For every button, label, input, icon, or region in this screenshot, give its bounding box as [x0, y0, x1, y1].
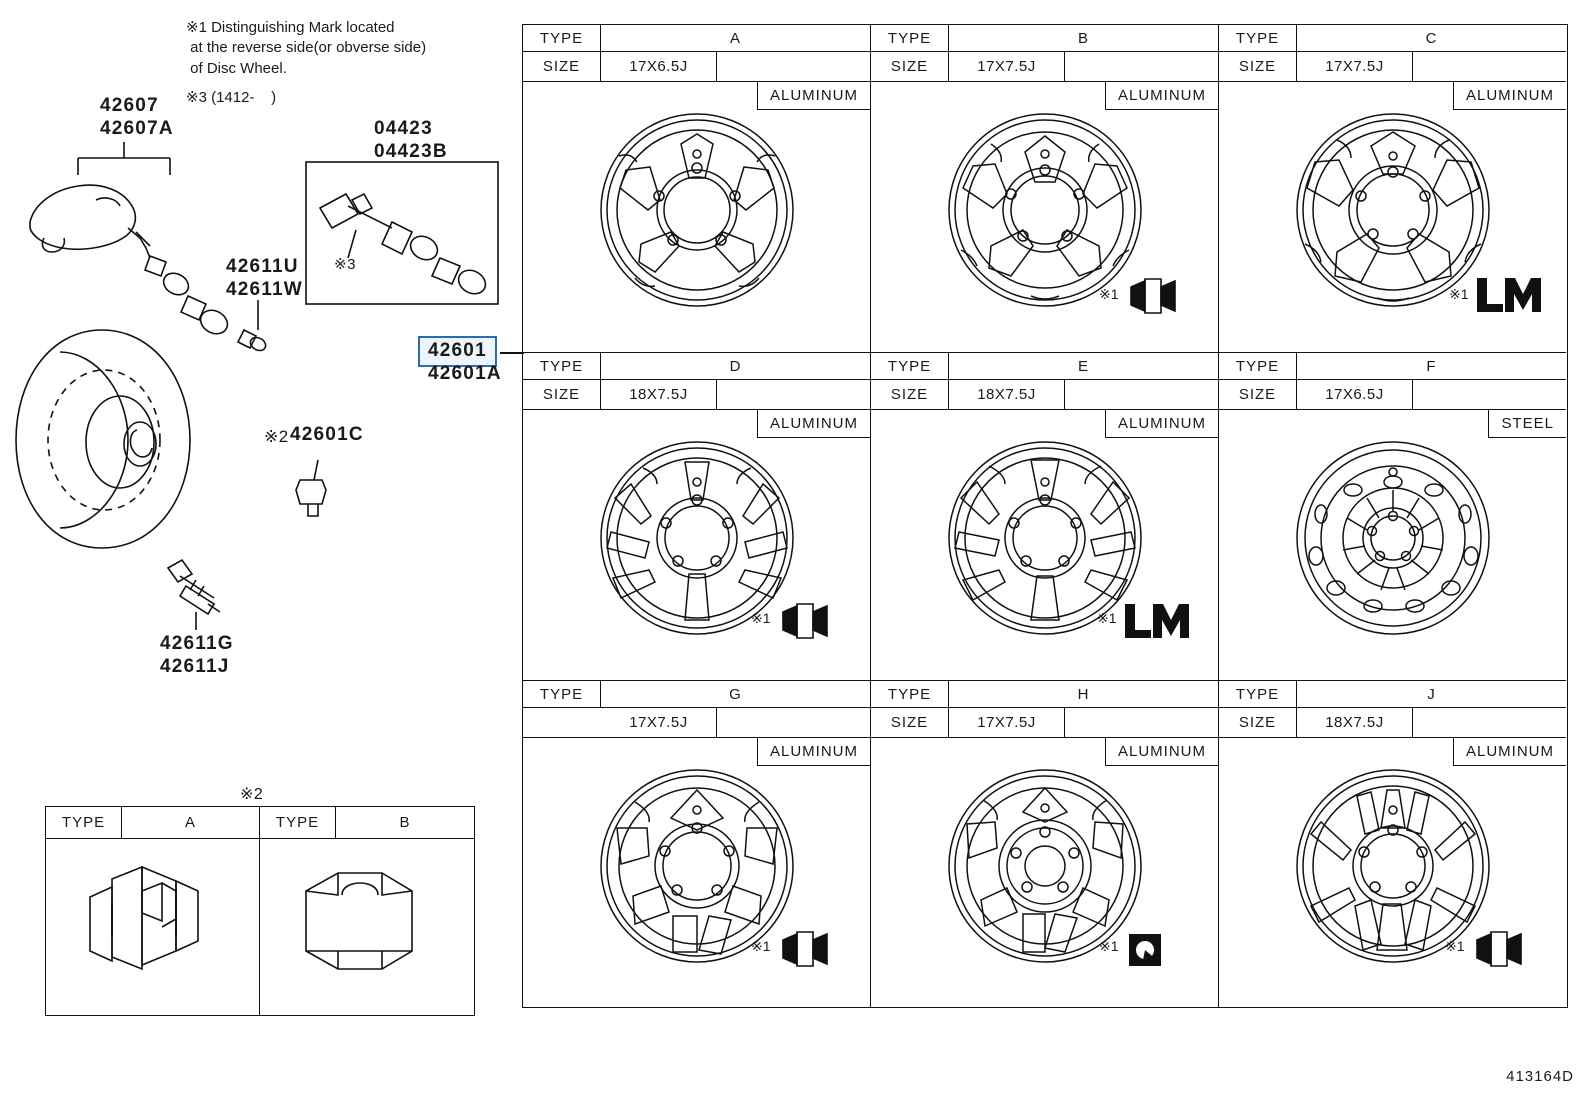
lm-logo-icon-e	[1123, 596, 1183, 642]
wheel-c-type-label: TYPE	[1219, 25, 1297, 51]
wheel-e-size-row	[871, 380, 1218, 410]
wheel-c-material-row	[1219, 82, 1566, 110]
wheel-j-header	[1219, 681, 1566, 708]
wheel-b-size-label: SIZE	[871, 52, 949, 81]
wheel-h-material: ALUMINUM	[1105, 738, 1218, 766]
wheel-b-header	[871, 25, 1218, 52]
wheel-f-drawing	[1219, 438, 1566, 650]
wheel-b-mark: ※1	[1099, 286, 1119, 302]
wheel-f-header	[1219, 353, 1566, 380]
wheel-a-size: 17X6.5J	[601, 52, 717, 81]
marker-2-label: ※2	[264, 427, 289, 446]
wheel-c-size-row	[1219, 52, 1566, 82]
wheel-f-material-row	[1219, 410, 1566, 438]
wheel-c-image	[1219, 110, 1566, 322]
part-label-42611g: 42611G	[160, 633, 234, 654]
nut-col-b-type: B	[399, 814, 411, 831]
wheel-g-mark: ※1	[751, 938, 771, 954]
wheel-e-size-pad	[1065, 380, 1218, 409]
wheel-j-size-label: SIZE	[1219, 708, 1297, 737]
nut-table	[45, 806, 475, 1016]
wheel-f-type-label: TYPE	[1219, 353, 1297, 379]
wheel-g-image	[523, 766, 870, 978]
wheel-cell-c[interactable]	[1219, 25, 1566, 353]
wheel-e-size-label: SIZE	[871, 380, 949, 409]
wheel-a-size-row	[523, 52, 870, 82]
wheel-g-material-row	[523, 738, 870, 766]
part-42607-line1: 42607	[100, 95, 159, 116]
wheel-a-size-label: SIZE	[523, 52, 601, 81]
wheel-g-size-pad	[717, 708, 870, 737]
wheel-f-type: F	[1426, 357, 1437, 375]
wheel-e-size: 18X7.5J	[949, 380, 1065, 409]
wheel-j-material-row	[1219, 738, 1566, 766]
nut-type-b-cell	[260, 839, 474, 1015]
part-label-42611w	[226, 279, 303, 301]
wheel-c-size: 17X7.5J	[1297, 52, 1413, 81]
wheel-h-size-pad	[1065, 708, 1218, 737]
wheel-c-size-label: SIZE	[1219, 52, 1297, 81]
wheel-d-type-label: TYPE	[523, 353, 601, 379]
part-04423-line2: 04423B	[374, 141, 448, 162]
wheel-g-size: 17X7.5J	[601, 708, 717, 737]
wheel-h-type-label: TYPE	[871, 681, 949, 707]
wheel-g-type: G	[729, 685, 742, 703]
wheel-g-header	[523, 681, 870, 708]
part-42611u-line1: 42611U	[226, 256, 299, 277]
wheel-j-type-label: TYPE	[1219, 681, 1297, 707]
nut-col-a-type-label: TYPE	[46, 807, 122, 838]
wheel-cell-h[interactable]	[871, 681, 1219, 1007]
nut-table-body	[46, 839, 474, 1015]
wheel-g-size-row	[523, 708, 870, 738]
wheel-b-size-pad	[1065, 52, 1218, 81]
note-3-marker: ※3	[186, 89, 207, 106]
wheel-cell-d[interactable]	[523, 353, 871, 681]
wheel-d-size-pad	[717, 380, 870, 409]
part-label-42611u	[226, 256, 299, 278]
wheel-b-size: 17X7.5J	[949, 52, 1065, 81]
wheel-j-type: J	[1427, 685, 1436, 703]
valve-icon-b	[1125, 275, 1181, 317]
wheel-c-mark: ※1	[1449, 286, 1469, 302]
wheel-d-type: D	[729, 357, 742, 375]
wheel-h-image	[871, 766, 1218, 978]
leader-line-42601	[500, 352, 524, 354]
note-3-text: (1412- )	[211, 89, 277, 106]
wheel-f-image	[1219, 438, 1566, 650]
square-logo-icon-h	[1127, 930, 1167, 970]
wheel-j-size-row	[1219, 708, 1566, 738]
note-1-text: Distinguishing Mark located at the reverse side(or obverse side) of Disc Wheel.	[190, 19, 427, 77]
wheel-d-size-label: SIZE	[523, 380, 601, 409]
nut-type-a-cell	[46, 839, 260, 1015]
wheel-d-size-row	[523, 380, 870, 410]
wheel-e-image	[871, 438, 1218, 650]
wheel-a-material-row	[523, 82, 870, 110]
left-schematic-panel	[0, 0, 520, 1099]
part-42607-line2: 42607A	[100, 118, 174, 139]
wheel-d-material: ALUMINUM	[757, 410, 870, 438]
wheel-f-size-label: SIZE	[1219, 380, 1297, 409]
wheel-cell-b[interactable]	[871, 25, 1219, 353]
wheel-h-mark: ※1	[1099, 938, 1119, 954]
wheel-a-header	[523, 25, 870, 52]
wheel-d-size: 18X7.5J	[601, 380, 717, 409]
part-label-04423b	[374, 141, 448, 163]
wheel-type-grid	[522, 24, 1568, 1008]
nut-table-marker: ※2	[240, 786, 264, 803]
wheel-j-size: 18X7.5J	[1297, 708, 1413, 737]
wheel-b-type: B	[1077, 29, 1089, 47]
marker-3-valve: ※3	[334, 256, 356, 273]
diagram-code: 413164D	[1506, 1068, 1574, 1085]
nut-col-a-type: A	[122, 807, 260, 838]
part-label-42601[interactable]: 42601	[418, 336, 497, 367]
wheel-h-header	[871, 681, 1218, 708]
valve-icon-g	[777, 928, 833, 970]
wheel-e-material: ALUMINUM	[1105, 410, 1218, 438]
part-label-42611j: 42611J	[160, 656, 230, 677]
nut-type-b-icon	[260, 839, 474, 1015]
nut-type-a-icon	[46, 839, 260, 1015]
wheel-g-material: ALUMINUM	[757, 738, 870, 766]
wheel-f-size: 17X6.5J	[1297, 380, 1413, 409]
wheel-a-size-pad	[717, 52, 870, 81]
nut-col-b-type-label: TYPE	[260, 807, 336, 838]
wheel-cell-e[interactable]	[871, 353, 1219, 681]
left-schematic-drawing	[0, 0, 520, 780]
part-04423-line1: 04423	[374, 118, 433, 139]
nut-table-header	[46, 807, 474, 839]
wheel-b-size-row	[871, 52, 1218, 82]
part-label-42601a: 42601A	[428, 363, 502, 384]
wheel-a-type-label: TYPE	[523, 25, 601, 51]
wheel-c-header	[1219, 25, 1566, 52]
wheel-g-type-label: TYPE	[523, 681, 601, 707]
part-label-04423	[374, 118, 433, 140]
wheel-j-mark: ※1	[1445, 938, 1465, 954]
wheel-b-material: ALUMINUM	[1105, 82, 1218, 110]
wheel-e-header	[871, 353, 1218, 380]
wheel-e-material-row	[871, 410, 1218, 438]
wheel-j-size-pad	[1413, 708, 1566, 737]
lm-logo-icon-c	[1475, 270, 1533, 314]
note-1-marker: ※1	[186, 19, 207, 36]
wheel-e-type: E	[1077, 357, 1089, 375]
wheel-cell-g[interactable]	[523, 681, 871, 1007]
wheel-h-size-label: SIZE	[871, 708, 949, 737]
wheel-f-size-row	[1219, 380, 1566, 410]
wheel-b-image	[871, 110, 1218, 322]
wheel-d-image	[523, 438, 870, 650]
wheel-a-image	[523, 110, 870, 322]
wheel-b-type-label: TYPE	[871, 25, 949, 51]
wheel-cell-a[interactable]	[523, 25, 871, 353]
valve-icon-j	[1471, 928, 1527, 970]
wheel-e-type-label: TYPE	[871, 353, 949, 379]
wheel-e-mark: ※1	[1097, 610, 1117, 626]
wheel-c-type: C	[1425, 29, 1438, 47]
wheel-h-size: 17X7.5J	[949, 708, 1065, 737]
wheel-b-material-row	[871, 82, 1218, 110]
wheel-d-header	[523, 353, 870, 380]
wheel-j-material: ALUMINUM	[1453, 738, 1566, 766]
wheel-d-mark: ※1	[751, 610, 771, 626]
wheel-cell-f[interactable]	[1219, 353, 1566, 681]
wheel-d-material-row	[523, 410, 870, 438]
wheel-a-drawing	[523, 110, 871, 322]
wheel-cell-j[interactable]	[1219, 681, 1566, 1007]
wheel-h-type: H	[1077, 685, 1090, 703]
wheel-a-type: A	[729, 29, 741, 47]
part-label-42601c: 42601C	[290, 424, 364, 445]
wheel-a-material: ALUMINUM	[757, 82, 870, 110]
part-42611u-line2: 42611W	[226, 279, 303, 300]
wheel-f-size-pad	[1413, 380, 1566, 409]
wheel-c-material: ALUMINUM	[1453, 82, 1566, 110]
wheel-h-material-row	[871, 738, 1218, 766]
wheel-c-size-pad	[1413, 52, 1566, 81]
wheel-h-size-row	[871, 708, 1218, 738]
wheel-j-image	[1219, 766, 1566, 978]
wheel-f-material: STEEL	[1488, 410, 1566, 438]
valve-icon-d	[777, 600, 833, 642]
